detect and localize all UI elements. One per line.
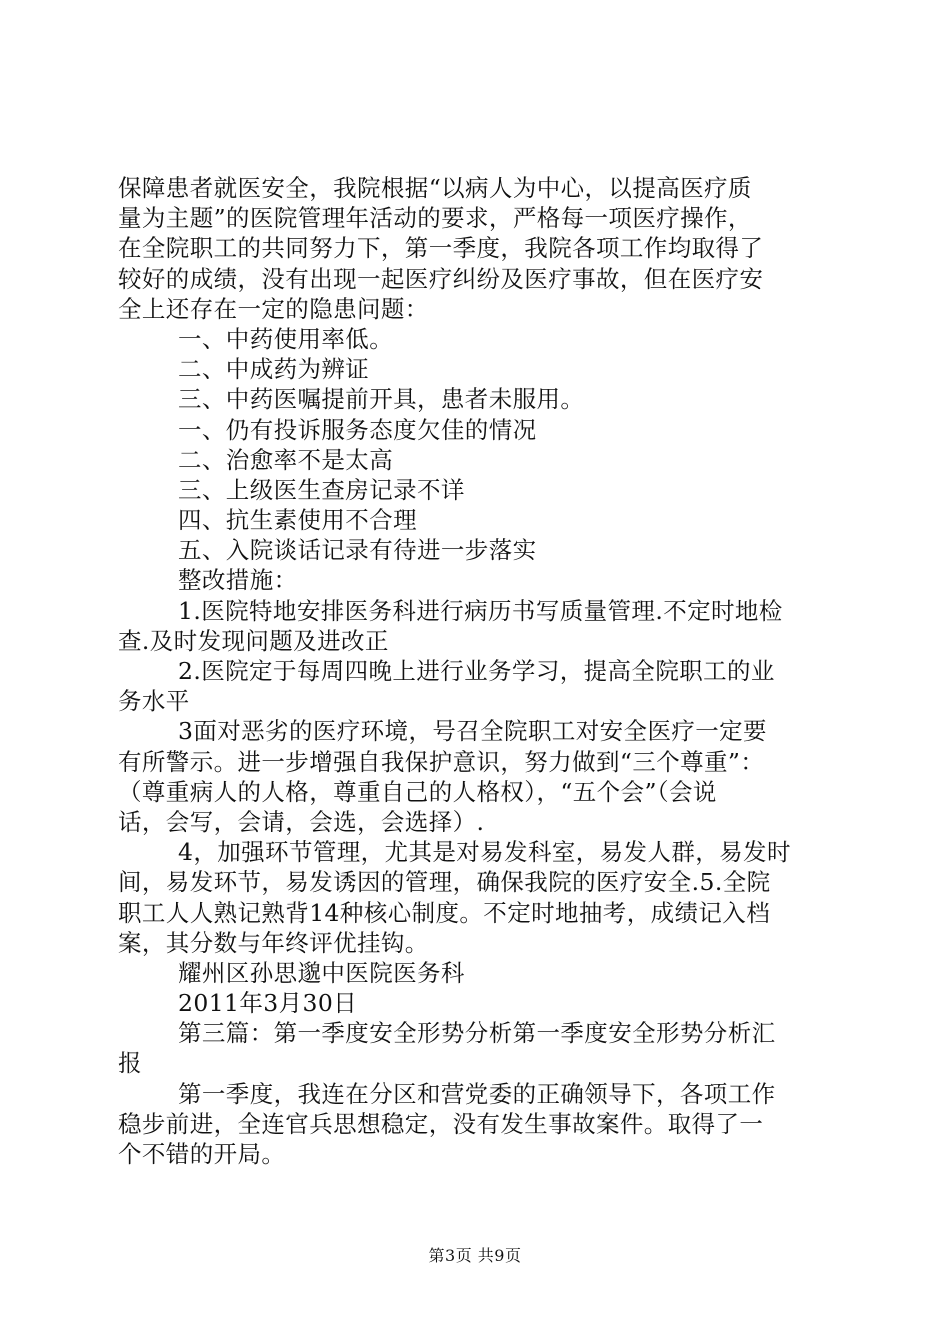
text-line: 个不错的开局。 [118, 1140, 286, 1168]
text-line: 全上还存在一定的隐患问题： [118, 294, 429, 323]
text-line: 有所警示。进一步增强自我保护意识，努力做到“三个尊重”： [118, 747, 765, 776]
text-line: 案，其分数与年终评优挂钩。 [118, 928, 429, 957]
document-body [118, 173, 834, 1169]
text-line: 报 [118, 1049, 142, 1078]
text-line: 一、仍有投诉服务态度欠佳的情况 [178, 415, 537, 444]
text-line: 2011年3月30日 [178, 989, 358, 1018]
text-line: 较好的成绩，没有出现一起医疗纠纷及医疗事故，但在医疗安 [118, 264, 764, 293]
text-line: 间，易发环节，易发诱因的管理，确保我院的医疗安全.5.全院 [118, 868, 771, 897]
text-line: 务水平 [118, 687, 190, 716]
text-line: 四、抗生素使用不合理 [178, 506, 417, 535]
text-line: （尊重病人的人格，尊重自己的人格权），“五个会”（会说 [118, 777, 717, 806]
text-line: 在全院职工的共同努力下，第一季度，我院各项工作均取得了 [118, 234, 764, 263]
text-line: 一、中药使用率低。 [178, 324, 394, 353]
text-line: 耀州区孙思邈中医院医务科 [178, 958, 465, 987]
text-line: 五、入院谈话记录有待进一步落实 [178, 536, 537, 565]
text-line: 二、治愈率不是太高 [178, 445, 394, 474]
page-footer: 第3页 共9页 [428, 1246, 522, 1265]
text-line: 稳步前进，全连官兵思想稳定，没有发生事故案件。取得了一 [118, 1109, 764, 1138]
text-line: 1.医院特地安排医务科进行病历书写质量管理.不定时地检 [178, 596, 783, 625]
text-line: 三、上级医生查房记录不详 [178, 475, 465, 504]
text-line: 4，加强环节管理，尤其是对易发科室，易发人群，易发时 [178, 838, 791, 867]
text-line: 2.医院定于每周四晚上进行业务学习，提高全院职工的业 [178, 657, 775, 685]
text-line: 三、中药医嘱提前开具，患者未服用。 [178, 385, 585, 414]
text-line: 职工人人熟记熟背14种核心制度。不定时地抽考，成绩记入档 [118, 898, 771, 927]
text-line: 量为主题”的医院管理年活动的要求，严格每一项医疗操作， [118, 204, 752, 233]
text-line: 保障患者就医安全，我院根据“以病人为中心，以提高医疗质 [118, 174, 752, 202]
text-line: 第三篇：第一季度安全形势分析第一季度安全形势分析汇 [178, 1019, 776, 1048]
text-line: 整改措施： [178, 566, 298, 595]
text-line: 二、中成药为辨证 [178, 355, 370, 384]
text-line: 第一季度，我连在分区和营党委的正确领导下，各项工作 [178, 1079, 776, 1108]
text-line: 话，会写，会请，会选，会选择）. [118, 807, 485, 836]
text-line: 3面对恶劣的医疗环境，号召全院职工对安全医疗一定要 [178, 717, 767, 746]
text-line: 查.及时发现问题及进改正 [118, 626, 389, 655]
